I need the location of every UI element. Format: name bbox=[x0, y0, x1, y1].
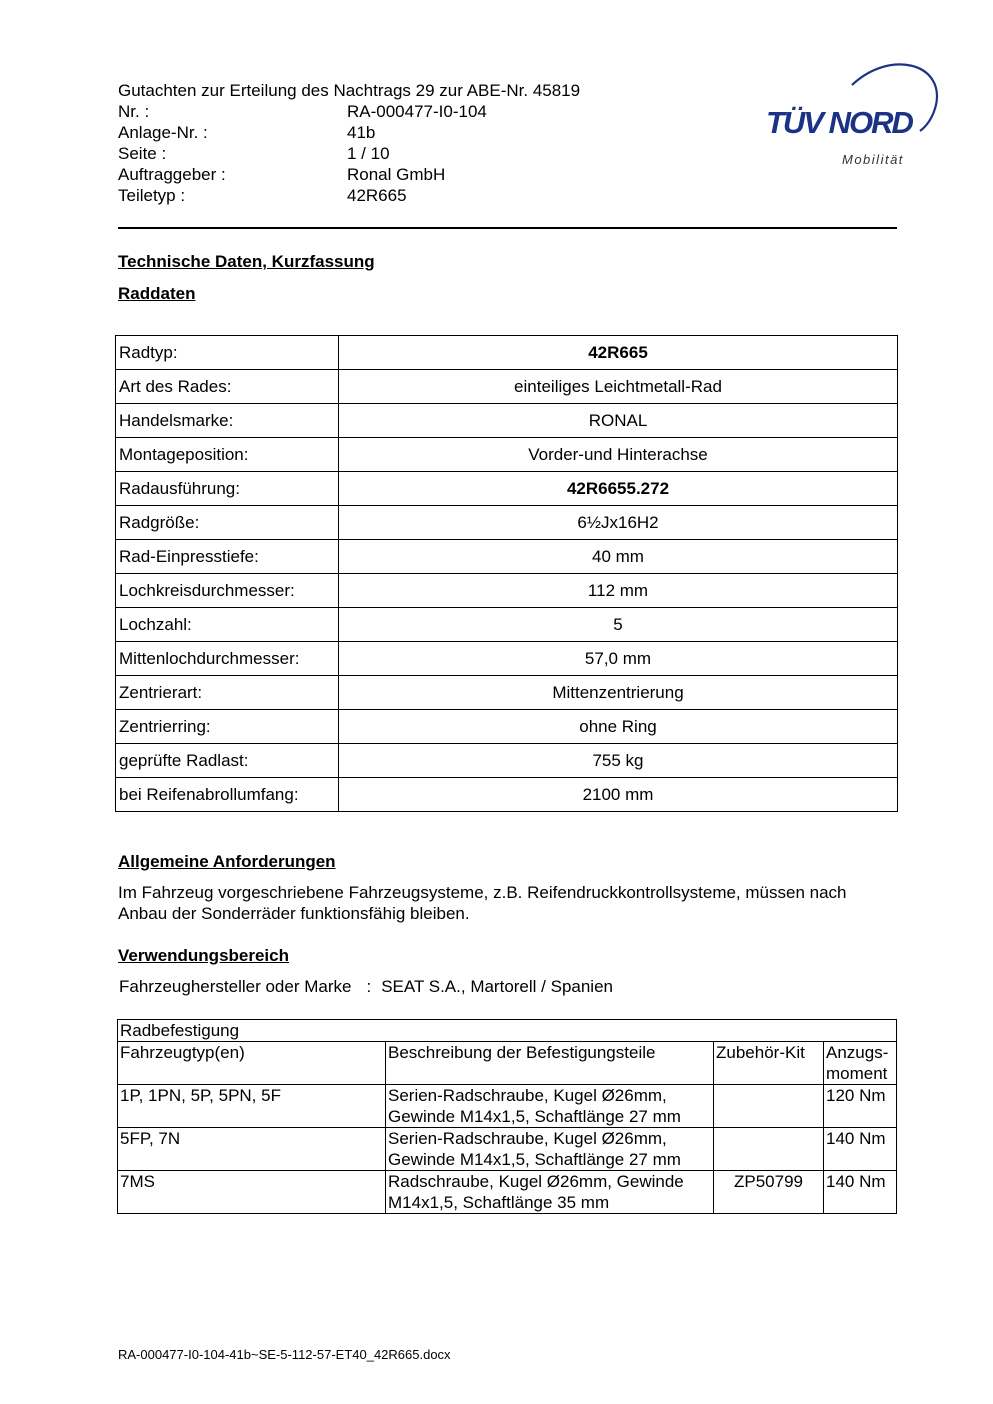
wheel-data-value: 112 mm bbox=[339, 574, 898, 608]
header-row-auftraggeber bbox=[118, 164, 580, 185]
header-value: 42R665 bbox=[347, 186, 407, 205]
document-header bbox=[118, 80, 580, 206]
logo-subtitle: Mobilität bbox=[842, 152, 904, 167]
header-value: Ronal GmbH bbox=[347, 165, 446, 184]
wheel-data-key: Radausführung: bbox=[116, 472, 339, 506]
wheel-data-key: Radgröße: bbox=[116, 506, 339, 540]
header-cell: Beschreibung der Befestigungsteile bbox=[386, 1042, 714, 1085]
footer-filename: RA-000477-I0-104-41b~SE-5-112-57-ET40_42R665.docx bbox=[118, 1347, 451, 1362]
header-label: Anlage-Nr. : bbox=[118, 123, 208, 142]
wheel-data-key: Zentrierart: bbox=[116, 676, 339, 710]
accessory-kit-cell bbox=[714, 1085, 824, 1128]
header-row-teiletyp bbox=[118, 185, 580, 206]
general-requirements-text: Im Fahrzeug vorgeschriebene Fahrzeugsysteme, z.B. Reifendruckkontrollsysteme, müssen nach Anbau der Sonderräder funktionsfähig bleiben. bbox=[118, 883, 847, 923]
fixing-description-cell: Radschraube, Kugel Ø26mm, Gewinde M14x1,5, Schaftlänge 35 mm bbox=[386, 1171, 714, 1214]
wheel-data-value: einteiliges Leichtmetall-Rad bbox=[339, 370, 898, 404]
wheel-data-value: 57,0 mm bbox=[339, 642, 898, 676]
torque-cell: 120 Nm bbox=[824, 1085, 897, 1128]
wheel-data-value: 40 mm bbox=[339, 540, 898, 574]
table-row bbox=[116, 710, 898, 744]
header-divider bbox=[118, 227, 897, 229]
vehicle-types-cell: 1P, 1PN, 5P, 5PN, 5F bbox=[118, 1085, 386, 1128]
wheel-data-value: 755 kg bbox=[339, 744, 898, 778]
header-label: Teiletyp : bbox=[118, 186, 186, 205]
wheel-data-key: Montageposition: bbox=[116, 438, 339, 472]
header-row-seite bbox=[118, 143, 580, 164]
wheel-data-table bbox=[115, 335, 898, 812]
section-heading-technical: Technische Daten, Kurzfassung bbox=[118, 252, 375, 271]
table-row bbox=[116, 744, 898, 778]
table-row bbox=[116, 438, 898, 472]
logo-brand: TÜV NORD bbox=[766, 105, 912, 140]
manufacturer-label: Fahrzeughersteller oder Marke bbox=[119, 977, 352, 996]
fixing-table-header bbox=[118, 1042, 897, 1085]
wheel-data-key: Handelsmarke: bbox=[116, 404, 339, 438]
manufacturer-value: SEAT S.A., Martorell / Spanien bbox=[381, 977, 613, 996]
table-row bbox=[116, 472, 898, 506]
torque-cell: 140 Nm bbox=[824, 1128, 897, 1171]
wheel-data-key: Art des Rades: bbox=[116, 370, 339, 404]
header-value: 41b bbox=[347, 123, 376, 142]
table-row bbox=[116, 506, 898, 540]
section-heading-usage: Verwendungsbereich bbox=[118, 946, 289, 965]
header-value: RA-000477-I0-104 bbox=[347, 102, 487, 121]
table-row bbox=[116, 676, 898, 710]
table-row bbox=[116, 642, 898, 676]
manufacturer-separator: : bbox=[366, 977, 372, 996]
wheel-data-value: 6½Jx16H2 bbox=[339, 506, 898, 540]
wheel-data-key: Lochkreisdurchmesser: bbox=[116, 574, 339, 608]
section-heading-general: Allgemeine Anforderungen bbox=[118, 852, 336, 871]
header-cell: Fahrzeugtyp(en) bbox=[118, 1042, 386, 1085]
accessory-kit-cell bbox=[714, 1128, 824, 1171]
table-row bbox=[118, 1128, 897, 1171]
document-title: Gutachten zur Erteilung des Nachtrags 29 zur ABE-Nr. 45819 bbox=[118, 81, 581, 100]
wheel-data-key: Radtyp: bbox=[116, 336, 339, 370]
fixing-description-cell: Serien-Radschraube, Kugel Ø26mm, Gewinde M14x1,5, Schaftlänge 27 mm bbox=[386, 1128, 714, 1171]
table-row bbox=[116, 608, 898, 642]
table-row bbox=[118, 1171, 897, 1214]
wheel-data-value: ohne Ring bbox=[339, 710, 898, 744]
tuv-nord-logo bbox=[760, 55, 945, 175]
vehicle-types-cell: 7MS bbox=[118, 1171, 386, 1214]
wheel-fixing-table bbox=[117, 1019, 897, 1214]
header-cell: Zubehör-Kit bbox=[714, 1042, 824, 1085]
header-value: 1 / 10 bbox=[347, 144, 390, 163]
header-label: Seite : bbox=[118, 144, 167, 163]
wheel-data-value: 2100 mm bbox=[339, 778, 898, 812]
wheel-data-value: Vorder-und Hinterachse bbox=[339, 438, 898, 472]
wheel-data-value: RONAL bbox=[339, 404, 898, 438]
vehicle-types-cell: 5FP, 7N bbox=[118, 1128, 386, 1171]
table-row bbox=[116, 404, 898, 438]
header-cell: Anzugs- moment bbox=[824, 1042, 897, 1085]
table-row bbox=[118, 1085, 897, 1128]
fixing-description-cell: Serien-Radschraube, Kugel Ø26mm, Gewinde M14x1,5, Schaftlänge 27 mm bbox=[386, 1085, 714, 1128]
header-label: Auftraggeber : bbox=[118, 165, 226, 184]
table-row bbox=[116, 574, 898, 608]
wheel-data-key: Mittenlochdurchmesser: bbox=[116, 642, 339, 676]
table-row bbox=[116, 336, 898, 370]
wheel-data-key: Lochzahl: bbox=[116, 608, 339, 642]
wheel-data-key: bei Reifenabrollumfang: bbox=[116, 778, 339, 812]
header-label: Nr. : bbox=[118, 102, 150, 121]
wheel-data-value: 5 bbox=[339, 608, 898, 642]
wheel-data-value: 42R665 bbox=[339, 336, 898, 370]
table-row bbox=[116, 540, 898, 574]
manufacturer-line bbox=[119, 977, 613, 997]
wheel-data-value: 42R6655.272 bbox=[339, 472, 898, 506]
header-row-anlage bbox=[118, 122, 580, 143]
wheel-data-key: geprüfte Radlast: bbox=[116, 744, 339, 778]
torque-cell: 140 Nm bbox=[824, 1171, 897, 1214]
fixing-table-title: Radbefestigung bbox=[118, 1020, 897, 1042]
section-heading-wheel: Raddaten bbox=[118, 284, 196, 303]
table-row bbox=[116, 778, 898, 812]
wheel-data-key: Zentrierring: bbox=[116, 710, 339, 744]
table-row bbox=[116, 370, 898, 404]
accessory-kit-cell: ZP50799 bbox=[714, 1171, 824, 1214]
wheel-data-value: Mittenzentrierung bbox=[339, 676, 898, 710]
wheel-data-key: Rad-Einpresstiefe: bbox=[116, 540, 339, 574]
header-row-nr bbox=[118, 101, 580, 122]
